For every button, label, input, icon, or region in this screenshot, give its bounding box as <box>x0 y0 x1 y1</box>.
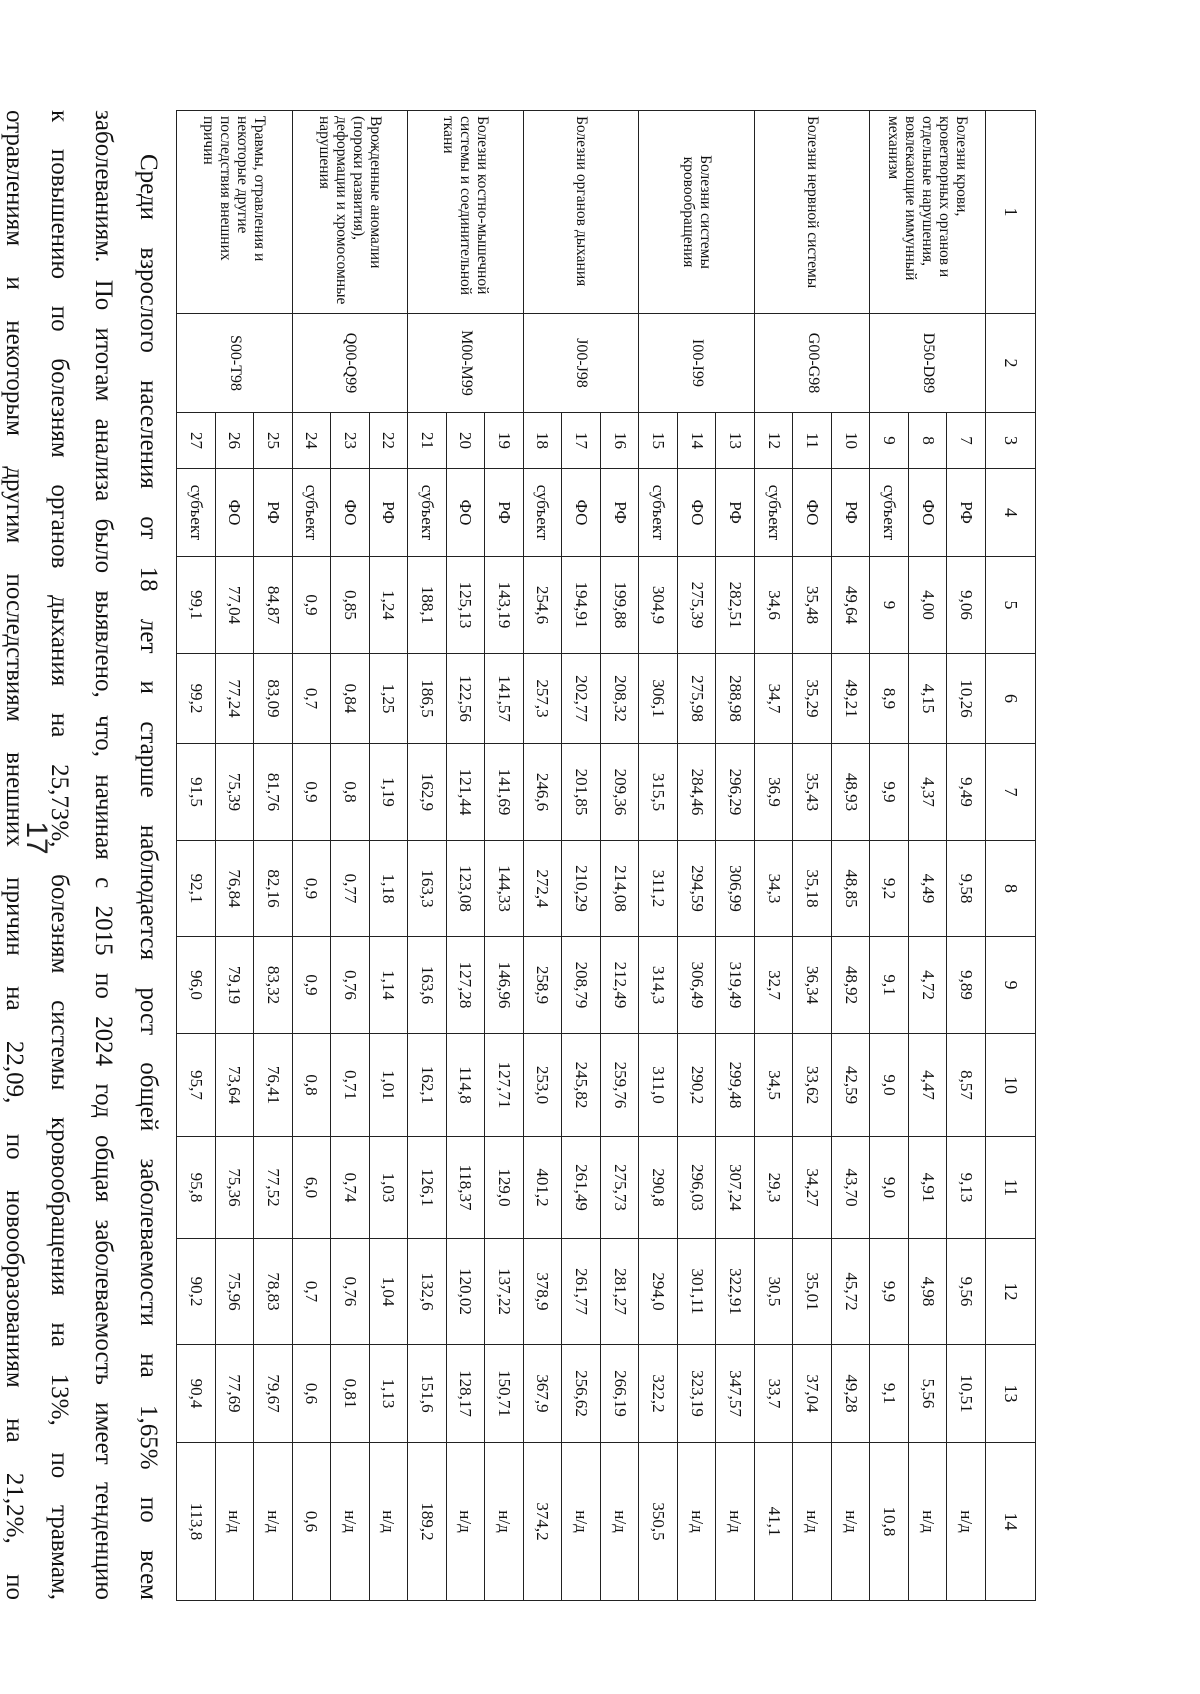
rate-value: 275,39 <box>677 557 716 654</box>
rate-value: 77,04 <box>215 557 254 654</box>
row-number: 23 <box>331 413 370 469</box>
rate-value: 99,2 <box>177 654 216 744</box>
rate-value: 299,48 <box>716 1034 755 1137</box>
rate-value: 49,64 <box>831 557 870 654</box>
rate-value: 122,56 <box>446 654 485 744</box>
territory-level: ФО <box>331 469 370 557</box>
rate-value: 146,96 <box>485 937 524 1034</box>
rate-value: 9,13 <box>947 1137 986 1239</box>
row-number: 20 <box>446 413 485 469</box>
rate-value: 32,7 <box>754 937 793 1034</box>
row-number: 15 <box>639 413 678 469</box>
rate-value: н/д <box>215 1443 254 1601</box>
rate-value: 48,93 <box>831 744 870 841</box>
disease-class-name: Болезни системы кровообращения <box>639 111 755 314</box>
rate-value: 186,5 <box>408 654 447 744</box>
rate-value: 35,29 <box>793 654 832 744</box>
rate-value: 294,0 <box>639 1239 678 1345</box>
rate-value: 304,9 <box>639 557 678 654</box>
rate-value: 245,82 <box>562 1034 601 1137</box>
rate-value: 126,1 <box>408 1137 447 1239</box>
icd-code: I00-I99 <box>639 314 755 413</box>
rate-value: 319,49 <box>716 937 755 1034</box>
rate-value: 367,9 <box>523 1345 562 1443</box>
rate-value: 49,21 <box>831 654 870 744</box>
rate-value: 81,76 <box>254 744 293 841</box>
icd-code: D50-D89 <box>870 314 986 413</box>
row-number: 17 <box>562 413 601 469</box>
column-header: 13 <box>985 1345 1035 1443</box>
icd-code: G00-G98 <box>754 314 870 413</box>
rate-value: 90,4 <box>177 1345 216 1443</box>
rate-value: 0,84 <box>331 654 370 744</box>
rate-value: 1,14 <box>369 937 408 1034</box>
rate-value: 83,09 <box>254 654 293 744</box>
rate-value: 95,8 <box>177 1137 216 1239</box>
rate-value: 35,18 <box>793 841 832 937</box>
rate-value: 9,0 <box>870 1137 909 1239</box>
rate-value: 42,59 <box>831 1034 870 1137</box>
rate-value: 323,19 <box>677 1345 716 1443</box>
rate-value: 0,9 <box>292 557 331 654</box>
rate-value: 306,49 <box>677 937 716 1034</box>
rate-value: 4,72 <box>908 937 947 1034</box>
rate-value: 4,91 <box>908 1137 947 1239</box>
territory-level: РФ <box>485 469 524 557</box>
page-number: 17 <box>20 821 53 855</box>
rate-value: 261,77 <box>562 1239 601 1345</box>
paragraph-line: к повышению по болезням органов дыхания на 25,73%, болезням системы кровообращения на 13%, по травмам, <box>46 110 73 1600</box>
rate-value: 79,67 <box>254 1345 293 1443</box>
rate-value: 9,89 <box>947 937 986 1034</box>
rate-value: 314,3 <box>639 937 678 1034</box>
rate-value: 77,69 <box>215 1345 254 1443</box>
rate-value: 254,6 <box>523 557 562 654</box>
column-header: 1 <box>985 111 1035 314</box>
rate-value: 1,24 <box>369 557 408 654</box>
column-header: 6 <box>985 654 1035 744</box>
rate-value: 37,04 <box>793 1345 832 1443</box>
rate-value: 307,24 <box>716 1137 755 1239</box>
rate-value: н/д <box>677 1443 716 1601</box>
row-number: 8 <box>908 413 947 469</box>
territory-level: РФ <box>716 469 755 557</box>
rate-value: 296,29 <box>716 744 755 841</box>
icd-code: M00-M99 <box>408 314 524 413</box>
rate-value: 0,9 <box>292 841 331 937</box>
rate-value: 201,85 <box>562 744 601 841</box>
rate-value: 34,5 <box>754 1034 793 1137</box>
territory-level: ФО <box>446 469 485 557</box>
rate-value: 0,9 <box>292 744 331 841</box>
rate-value: 77,52 <box>254 1137 293 1239</box>
rate-value: 1,01 <box>369 1034 408 1137</box>
rate-value: 0,6 <box>292 1443 331 1601</box>
row-number: 10 <box>831 413 870 469</box>
rate-value: 4,49 <box>908 841 947 937</box>
rate-value: 76,41 <box>254 1034 293 1137</box>
rate-value: 163,6 <box>408 937 447 1034</box>
rate-value: 144,33 <box>485 841 524 937</box>
table-row <box>485 111 524 1601</box>
territory-level: РФ <box>369 469 408 557</box>
rate-value: н/д <box>331 1443 370 1601</box>
rate-value: 4,37 <box>908 744 947 841</box>
rate-value: 0,8 <box>331 744 370 841</box>
rate-value: 290,8 <box>639 1137 678 1239</box>
rate-value: 75,96 <box>215 1239 254 1345</box>
rate-value: 322,2 <box>639 1345 678 1443</box>
rate-value: 4,00 <box>908 557 947 654</box>
territory-level: субъект <box>292 469 331 557</box>
rate-value: 123,08 <box>446 841 485 937</box>
rate-value: 258,9 <box>523 937 562 1034</box>
rate-value: 9,1 <box>870 937 909 1034</box>
rate-value: 9,56 <box>947 1239 986 1345</box>
paragraph-line: заболеваниям. По итогам анализа было выявлено, что, начиная с 2015 по 2024 год общая заболеваемость имеет тенденцию <box>90 110 118 1600</box>
row-number: 24 <box>292 413 331 469</box>
row-number: 26 <box>215 413 254 469</box>
rate-value: 9,2 <box>870 841 909 937</box>
rate-value: 350,5 <box>639 1443 678 1601</box>
rate-value: 1,03 <box>369 1137 408 1239</box>
rate-value: 282,51 <box>716 557 755 654</box>
table-row <box>831 111 870 1601</box>
rate-value: н/д <box>793 1443 832 1601</box>
rate-value: 8,57 <box>947 1034 986 1137</box>
rate-value: 301,11 <box>677 1239 716 1345</box>
row-number: 22 <box>369 413 408 469</box>
rate-value: 141,69 <box>485 744 524 841</box>
rate-value: 35,48 <box>793 557 832 654</box>
territory-level: ФО <box>908 469 947 557</box>
disease-class-name: Болезни органов дыхания <box>523 111 639 314</box>
rate-value: 9,58 <box>947 841 986 937</box>
row-number: 9 <box>870 413 909 469</box>
rate-value: 290,2 <box>677 1034 716 1137</box>
rate-value: 92,1 <box>177 841 216 937</box>
rate-value: 9,49 <box>947 744 986 841</box>
rate-value: 162,9 <box>408 744 447 841</box>
column-header: 8 <box>985 841 1035 937</box>
rate-value: 90,2 <box>177 1239 216 1345</box>
rate-value: 1,04 <box>369 1239 408 1345</box>
rate-value: 9,06 <box>947 557 986 654</box>
territory-level: субъект <box>754 469 793 557</box>
rate-value: 210,29 <box>562 841 601 937</box>
territory-level: ФО <box>215 469 254 557</box>
rate-value: 10,51 <box>947 1345 986 1443</box>
row-number: 18 <box>523 413 562 469</box>
rate-value: 1,18 <box>369 841 408 937</box>
column-header: 3 <box>985 413 1035 469</box>
rate-value: 35,01 <box>793 1239 832 1345</box>
disease-class-name: Врожденные аномалии (пороки развития), деформации и хромосомные нарушения <box>292 111 408 314</box>
disease-class-name: Болезни нервной системы <box>754 111 870 314</box>
rate-value: 73,64 <box>215 1034 254 1137</box>
rate-value: 4,15 <box>908 654 947 744</box>
rate-value: 79,19 <box>215 937 254 1034</box>
rate-value: н/д <box>908 1443 947 1601</box>
rate-value: 0,74 <box>331 1137 370 1239</box>
rate-value: 202,77 <box>562 654 601 744</box>
rate-value: 294,59 <box>677 841 716 937</box>
rate-value: 99,1 <box>177 557 216 654</box>
rate-value: 281,27 <box>600 1239 639 1345</box>
rate-value: 76,84 <box>215 841 254 937</box>
rate-value: 4,47 <box>908 1034 947 1137</box>
rate-value: 322,91 <box>716 1239 755 1345</box>
rate-value: н/д <box>446 1443 485 1601</box>
rate-value: 49,28 <box>831 1345 870 1443</box>
rate-value: 45,72 <box>831 1239 870 1345</box>
rate-value: 84,87 <box>254 557 293 654</box>
rate-value: 284,46 <box>677 744 716 841</box>
rate-value: 75,39 <box>215 744 254 841</box>
rate-value: 96,0 <box>177 937 216 1034</box>
rate-value: 0,7 <box>292 1239 331 1345</box>
territory-level: субъект <box>408 469 447 557</box>
header-row <box>985 111 1035 1601</box>
rate-value: 208,32 <box>600 654 639 744</box>
row-number: 11 <box>793 413 832 469</box>
rate-value: 0,6 <box>292 1345 331 1443</box>
territory-level: РФ <box>947 469 986 557</box>
rate-value: 114,8 <box>446 1034 485 1137</box>
rate-value: 34,6 <box>754 557 793 654</box>
rate-value: 5,56 <box>908 1345 947 1443</box>
rate-value: 306,99 <box>716 841 755 937</box>
row-number: 13 <box>716 413 755 469</box>
rate-value: 208,79 <box>562 937 601 1034</box>
rate-value: 209,36 <box>600 744 639 841</box>
icd-code: S00-T98 <box>177 314 293 413</box>
rate-value: 151,6 <box>408 1345 447 1443</box>
column-header: 2 <box>985 314 1035 413</box>
rate-value: 275,73 <box>600 1137 639 1239</box>
row-number: 19 <box>485 413 524 469</box>
rate-value: 163,3 <box>408 841 447 937</box>
territory-level: субъект <box>639 469 678 557</box>
rate-value: 214,08 <box>600 841 639 937</box>
rate-value: 194,91 <box>562 557 601 654</box>
table-row <box>369 111 408 1601</box>
table-row <box>716 111 755 1601</box>
table-row <box>947 111 986 1601</box>
rate-value: 34,3 <box>754 841 793 937</box>
territory-level: РФ <box>254 469 293 557</box>
rate-value: 77,24 <box>215 654 254 744</box>
rate-value: 120,02 <box>446 1239 485 1345</box>
rate-value: 288,98 <box>716 654 755 744</box>
territory-level: РФ <box>600 469 639 557</box>
rate-value: 0,8 <box>292 1034 331 1137</box>
rate-value: н/д <box>947 1443 986 1601</box>
rate-value: 9,1 <box>870 1345 909 1443</box>
rate-value: 83,32 <box>254 937 293 1034</box>
rate-value: 128,17 <box>446 1345 485 1443</box>
column-header: 12 <box>985 1239 1035 1345</box>
body-paragraph <box>0 110 170 1600</box>
rate-value: 9,9 <box>870 744 909 841</box>
rate-value: н/д <box>600 1443 639 1601</box>
column-header: 10 <box>985 1034 1035 1137</box>
rate-value: 296,03 <box>677 1137 716 1239</box>
rate-value: 125,13 <box>446 557 485 654</box>
table-row <box>254 111 293 1601</box>
rate-value: 9,9 <box>870 1239 909 1345</box>
territory-level: РФ <box>831 469 870 557</box>
rate-value: 212,49 <box>600 937 639 1034</box>
rate-value: 311,2 <box>639 841 678 937</box>
rate-value: 127,71 <box>485 1034 524 1137</box>
rate-value: 127,28 <box>446 937 485 1034</box>
row-number: 21 <box>408 413 447 469</box>
morbidity-table <box>176 110 1036 1601</box>
rate-value: 75,36 <box>215 1137 254 1239</box>
rate-value: н/д <box>716 1443 755 1601</box>
rate-value: 257,3 <box>523 654 562 744</box>
rate-value: 1,25 <box>369 654 408 744</box>
column-header: 14 <box>985 1443 1035 1601</box>
row-number: 14 <box>677 413 716 469</box>
rate-value: 0,76 <box>331 1239 370 1345</box>
rate-value: 91,5 <box>177 744 216 841</box>
column-header: 11 <box>985 1137 1035 1239</box>
rate-value: 246,6 <box>523 744 562 841</box>
rate-value: 34,7 <box>754 654 793 744</box>
rate-value: 272,4 <box>523 841 562 937</box>
rate-value: 275,98 <box>677 654 716 744</box>
territory-level: ФО <box>562 469 601 557</box>
rate-value: 266,19 <box>600 1345 639 1443</box>
rate-value: н/д <box>562 1443 601 1601</box>
rate-value: 33,7 <box>754 1345 793 1443</box>
rate-value: 256,62 <box>562 1345 601 1443</box>
rate-value: 8,9 <box>870 654 909 744</box>
rate-value: 162,1 <box>408 1034 447 1137</box>
rate-value: 315,5 <box>639 744 678 841</box>
rate-value: 374,2 <box>523 1443 562 1601</box>
column-header: 7 <box>985 744 1035 841</box>
rate-value: 121,44 <box>446 744 485 841</box>
rate-value: 347,57 <box>716 1345 755 1443</box>
rate-value: 129,0 <box>485 1137 524 1239</box>
rate-value: 306,1 <box>639 654 678 744</box>
rate-value: 141,57 <box>485 654 524 744</box>
rate-value: 34,27 <box>793 1137 832 1239</box>
rate-value: 10,26 <box>947 654 986 744</box>
disease-class-name: Болезни крови, кроветворных органов и отдельные нарушения, вовлекающие иммунный механизм <box>870 111 986 314</box>
rate-value: 10,8 <box>870 1443 909 1601</box>
rate-value: н/д <box>369 1443 408 1601</box>
rate-value: 1,13 <box>369 1345 408 1443</box>
rate-value: 118,37 <box>446 1137 485 1239</box>
paragraph-line: отравлениям и некоторым другим последствиям внешних причин на 22,09, по новообразованиям на 21,2%, по <box>1 110 29 1600</box>
rate-value: 0,7 <box>292 654 331 744</box>
rate-value: 95,7 <box>177 1034 216 1137</box>
rate-value: н/д <box>485 1443 524 1601</box>
rate-value: 0,9 <box>292 937 331 1034</box>
rate-value: 48,92 <box>831 937 870 1034</box>
row-number: 16 <box>600 413 639 469</box>
rate-value: 33,62 <box>793 1034 832 1137</box>
rate-value: 6,0 <box>292 1137 331 1239</box>
rate-value: 137,22 <box>485 1239 524 1345</box>
rate-value: 4,98 <box>908 1239 947 1345</box>
rate-value: 0,71 <box>331 1034 370 1137</box>
rate-value: 199,88 <box>600 557 639 654</box>
column-header: 9 <box>985 937 1035 1034</box>
rate-value: 143,19 <box>485 557 524 654</box>
row-number: 27 <box>177 413 216 469</box>
rate-value: 150,71 <box>485 1345 524 1443</box>
rate-value: 29,3 <box>754 1137 793 1239</box>
rate-value: 9 <box>870 557 909 654</box>
icd-code: Q00-Q99 <box>292 314 408 413</box>
column-header: 5 <box>985 557 1035 654</box>
rate-value: 0,85 <box>331 557 370 654</box>
rate-value: 41,1 <box>754 1443 793 1601</box>
rate-value: 36,34 <box>793 937 832 1034</box>
icd-code: J00-J98 <box>523 314 639 413</box>
rate-value: 189,2 <box>408 1443 447 1601</box>
territory-level: ФО <box>793 469 832 557</box>
column-header: 4 <box>985 469 1035 557</box>
rate-value: 378,9 <box>523 1239 562 1345</box>
rate-value: н/д <box>831 1443 870 1601</box>
rate-value: 401,2 <box>523 1137 562 1239</box>
rate-value: 0,81 <box>331 1345 370 1443</box>
table-row <box>600 111 639 1601</box>
rate-value: 9,0 <box>870 1034 909 1137</box>
rate-value: 0,76 <box>331 937 370 1034</box>
rate-value: 259,76 <box>600 1034 639 1137</box>
row-number: 12 <box>754 413 793 469</box>
rate-value: 78,83 <box>254 1239 293 1345</box>
rate-value: 261,49 <box>562 1137 601 1239</box>
rate-value: 36,9 <box>754 744 793 841</box>
rotated-content <box>1 110 1036 1600</box>
rate-value: н/д <box>254 1443 293 1601</box>
disease-class-name: Болезни костно-мышечной системы и соединительной ткани <box>408 111 524 314</box>
rate-value: 43,70 <box>831 1137 870 1239</box>
paragraph-line: Среди взрослого населения от 18 лет и старше наблюдается рост общей заболеваемости на 1,65% по всем <box>135 154 162 1600</box>
territory-level: субъект <box>177 469 216 557</box>
rate-value: 35,43 <box>793 744 832 841</box>
disease-class-name: Травмы, отравления и некоторые другие последствия внешних причин <box>177 111 293 314</box>
rate-value: 132,6 <box>408 1239 447 1345</box>
rate-value: 1,19 <box>369 744 408 841</box>
rate-value: 48,85 <box>831 841 870 937</box>
territory-level: субъект <box>523 469 562 557</box>
row-number: 25 <box>254 413 293 469</box>
rate-value: 30,5 <box>754 1239 793 1345</box>
row-number: 7 <box>947 413 986 469</box>
rate-value: 113,8 <box>177 1443 216 1601</box>
rate-value: 253,0 <box>523 1034 562 1137</box>
territory-level: ФО <box>677 469 716 557</box>
rate-value: 311,0 <box>639 1034 678 1137</box>
territory-level: субъект <box>870 469 909 557</box>
rate-value: 82,16 <box>254 841 293 937</box>
rate-value: 188,1 <box>408 557 447 654</box>
rate-value: 0,77 <box>331 841 370 937</box>
